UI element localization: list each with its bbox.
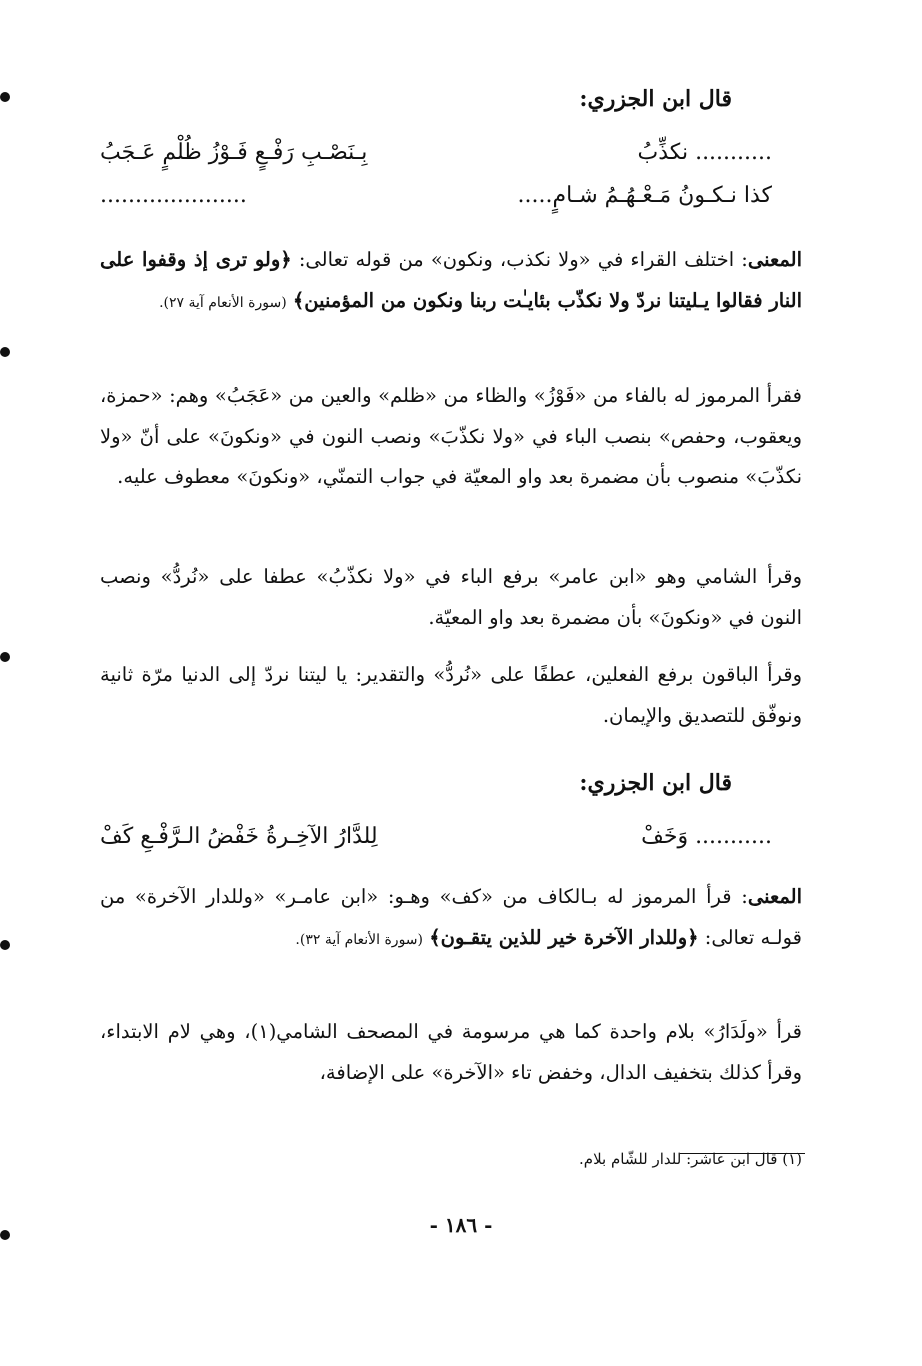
paragraph-6: قرأ «ولَدَارُ» بلام واحدة كما هي مرسومة في المصحف الشامي(١)، وهي لام الابتداء، وقرأ كذلك بتخفيف الدال، وخفض تاء «الآخرة» على الإضافة،: [100, 1020, 802, 1084]
verse-1a-first-hemistich: ........... نكذِّبُ: [637, 140, 772, 165]
footnote: (١) قال ابن عاشر: للدار للشّام بلام.: [579, 1150, 802, 1168]
meaning-text: : قرأ المرموز له بـالكاف من «كف» وهـو: «ابن عامـر» «وللدار الآخرة» من قولـه تعالى:: [100, 885, 802, 949]
page-number: - ١٨٦ -: [429, 1213, 493, 1237]
meaning-paragraph-1: [100, 240, 802, 323]
binding-mark: [0, 940, 10, 950]
binding-mark: [0, 1230, 10, 1240]
heading-ibn-jazari-2: قال ابن الجزري:: [579, 770, 732, 796]
surah-reference: (سورة الأنعام آية ٣٢).: [295, 931, 423, 948]
binding-mark: [0, 347, 10, 357]
verse-1a-second-hemistich: بِـنَصْـبِ رَفْـعٍ فَـوْزُ ظُلْمٍ عَـجَبُ: [100, 140, 368, 165]
verse-2-first-hemistich: ........... وَخَفْ: [641, 824, 772, 849]
surah-reference: (سورة الأنعام آية ٢٧).: [159, 294, 287, 311]
poem-verse-1b: [100, 183, 772, 217]
verse-1b-second-hemistich: .....................: [100, 183, 247, 208]
binding-mark: [0, 652, 10, 662]
meaning-paragraph-2: [100, 877, 802, 960]
heading-ibn-jazari-1: قال ابن الجزري:: [579, 86, 732, 112]
quran-verse: ﴿وللدار الآخرة خير للذين يتقـون﴾: [429, 925, 699, 949]
poem-verse-2: [100, 824, 772, 858]
verse-2-second-hemistich: لِلدَّارُ الآخِـرةُ خَفْضُ الـرَّفْـعِ كَفْ: [100, 824, 378, 849]
binding-mark: [0, 92, 10, 102]
quran-verse: ﴿ولو ترى إذ وقفوا على النار فقالوا يـليتنا نردّ ولا نكذّب بئايـٰت ربنا ونكون من المؤمنين﴾: [100, 248, 802, 312]
meaning-text: : اختلف القراء في «ولا نكذب، ونكون» من قوله تعالى:: [298, 248, 748, 271]
paragraph-3: وقرأ الشامي وهو «ابن عامر» برفع الباء في «ولا نكذّبُ» عطفا على «نُردُّ» ونصب النون في «ونكونَ» بأن مضمرة بعد واو المعيّة.: [100, 565, 802, 629]
meaning-label: المعنى: [747, 248, 803, 271]
poem-verse-1a: [100, 140, 772, 174]
paragraph-4: وقرأ الباقون برفع الفعلين، عطفًا على «نُردُّ» والتقدير: يا ليتنا نردّ إلى الدنيا مرّة ثانية ونوفّق للتصديق والإيمان.: [100, 663, 802, 727]
paragraph-2: فقرأ المرموز له بالفاء من «فَوْزُ» والظاء من «ظلم» والعين من «عَجَبُ» وهم: «حمزة، ويعقوب، وحفص» بنصب الباء في «ولا نكذّبَ» ونصب النون في «ونكونَ» على أنّ «ولا نكذّبَ» منصوب بأن مضمرة بعد واو المعيّة في جواب التمنّي، «ونكونَ» معطوف عليه.: [100, 384, 802, 488]
verse-1b-first-hemistich: كذا نـكـونُ مَـعْـهُـمُ شـامٍ.....: [517, 183, 772, 208]
meaning-label: المعنى: [747, 885, 802, 908]
